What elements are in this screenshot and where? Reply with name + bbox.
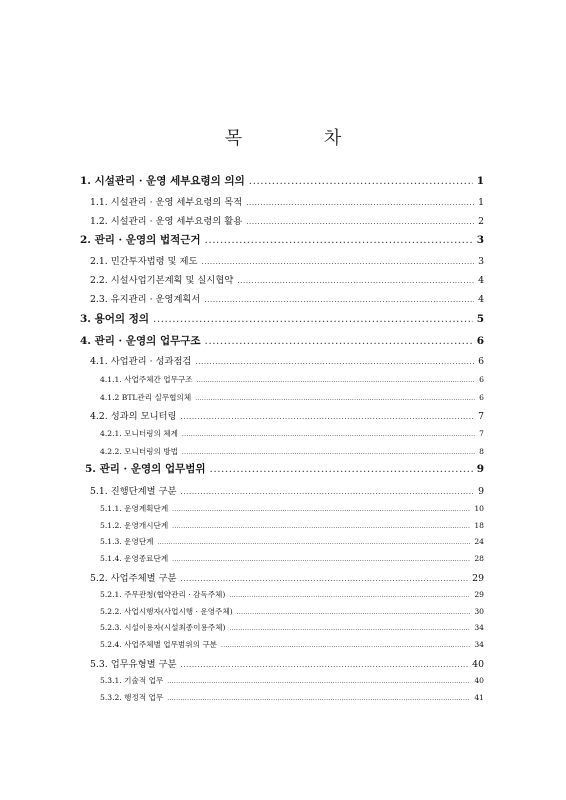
toc-entry-page: 4	[478, 275, 484, 286]
toc-entry-label: 5.3.1. 기술적 업무	[100, 676, 164, 685]
toc-entry-page: 29	[474, 590, 484, 599]
toc-entry-page: 28	[474, 554, 484, 563]
toc-entry[interactable]	[90, 570, 484, 584]
toc-entry-label: 4.1. 사업관리 · 성과점검	[90, 356, 192, 367]
dot-leader	[221, 642, 470, 649]
toc-entry-page: 6	[476, 335, 484, 347]
dot-leader	[172, 506, 470, 513]
dot-leader	[195, 358, 474, 366]
toc-entry[interactable]	[100, 606, 484, 617]
toc-entry-label: 4.2.1. 모니터링의 체계	[100, 429, 178, 438]
toc-entry-page: 30	[474, 607, 484, 616]
toc-entry-page: 7	[478, 411, 484, 422]
toc-entry-label: 5. 관리 · 운영의 업무범위	[85, 463, 206, 475]
toc-entry-page: 1	[476, 175, 484, 187]
toc-entry-label: 1.1. 시설관리 · 운영 세부요령의 목적	[90, 197, 243, 208]
dot-leader	[181, 488, 475, 496]
toc-entry-page: 3	[478, 256, 484, 267]
toc-entry-page: 40	[472, 659, 484, 670]
toc-entry-label: 1.2. 시설관리 · 운영 세부요령의 활용	[90, 216, 243, 227]
toc-entry-label: 5.1.2. 운영개시단계	[100, 521, 169, 530]
dot-leader	[153, 313, 473, 325]
dot-leader	[172, 556, 470, 563]
toc-entry-label: 5.2.3. 시설이용자(시설최종이용주체)	[100, 623, 226, 632]
toc-entry-page: 3	[476, 234, 484, 246]
dot-leader	[205, 335, 473, 347]
toc-entry-page: 41	[474, 693, 484, 702]
page-title: 목 차	[224, 128, 380, 149]
dot-leader	[210, 463, 473, 475]
toc-entry[interactable]	[90, 213, 484, 227]
dot-leader	[249, 175, 473, 187]
toc-entry-label: 4. 관리 · 운영의 업무구조	[80, 335, 201, 347]
toc-entry-page: 34	[474, 623, 484, 632]
toc-entry-label: 5.1.1. 운영계획단계	[100, 504, 169, 513]
toc-entry-page: 4	[478, 294, 484, 305]
toc-entry-label: 5.3.2. 행정적 업무	[100, 693, 164, 702]
toc-entry[interactable]	[100, 536, 484, 547]
dot-leader	[204, 296, 474, 304]
toc-entry-page: 34	[474, 640, 484, 649]
toc-entry[interactable]	[80, 173, 484, 188]
toc-entry[interactable]	[100, 520, 484, 531]
toc-entry[interactable]	[100, 639, 484, 650]
toc-entry-page: 40	[474, 676, 484, 685]
toc-entry[interactable]	[85, 461, 484, 476]
toc-entry-page: 24	[474, 537, 484, 546]
toc-entry[interactable]	[80, 311, 484, 326]
toc-entry-page: 6	[478, 356, 484, 367]
toc-entry-page: 1	[478, 197, 484, 208]
dot-leader	[229, 592, 470, 599]
toc-entry-page: 9	[478, 486, 484, 497]
dot-leader	[201, 258, 474, 266]
toc-entry-page: 18	[474, 521, 484, 530]
toc-entry-label: 5.2.4. 사업주체별 업무범위의 구분	[100, 640, 218, 649]
toc-entry-page: 6	[479, 393, 484, 402]
toc-entry[interactable]	[90, 272, 484, 286]
toc-entry-label: 5.3. 업무유형별 구분	[90, 659, 177, 670]
toc-entry-page: 7	[479, 429, 484, 438]
dot-leader	[167, 678, 470, 685]
dot-leader	[167, 695, 470, 702]
toc-entry-page: 2	[478, 216, 484, 227]
toc-entry-label: 5.1.4. 운영종료단계	[100, 554, 169, 563]
dot-leader	[205, 234, 473, 246]
toc-entry-label: 5.1.3. 운영단계	[100, 537, 154, 546]
dot-leader	[158, 539, 471, 546]
toc-entry-label: 5.2. 사업주체별 구분	[90, 573, 177, 584]
toc-entry[interactable]	[100, 692, 484, 703]
toc-entry[interactable]	[100, 622, 484, 633]
toc-entry[interactable]	[90, 253, 484, 267]
toc-entry-page: 29	[472, 573, 484, 584]
toc-entry-label: 3. 용어의 정의	[80, 313, 149, 325]
toc-entry[interactable]	[90, 194, 484, 208]
dot-leader	[246, 218, 474, 226]
toc-entry[interactable]	[100, 503, 484, 514]
dot-leader	[181, 413, 475, 421]
toc-entry-label: 5.2.1. 주무관청(협약관리 · 감독주체)	[100, 590, 226, 599]
dot-leader	[182, 431, 475, 438]
toc-entry[interactable]	[100, 589, 484, 600]
dot-leader	[237, 277, 474, 285]
toc-entry-label: 2. 관리 · 운영의 법적근거	[80, 234, 201, 246]
toc-entry[interactable]	[80, 333, 484, 348]
toc-entry[interactable]	[90, 353, 484, 367]
toc-entry-label: 2.2. 시설사업기본계획 및 실시협약	[90, 275, 234, 286]
toc-entry-label: 5.2.2. 사업시행자(사업시행 · 운영주체)	[100, 607, 233, 616]
toc-entry-page: 6	[479, 375, 484, 384]
dot-leader	[182, 449, 475, 456]
dot-leader	[181, 661, 469, 669]
dot-leader	[197, 377, 476, 384]
toc-entry[interactable]	[90, 656, 484, 670]
dot-leader	[195, 395, 475, 402]
toc-entry-label: 1. 시설관리 · 운영 세부요령의 의의	[80, 175, 245, 187]
toc-entry-label: 2.3. 유지관리 · 운영계획서	[90, 294, 201, 305]
dot-leader	[229, 625, 470, 632]
toc-entry[interactable]	[100, 446, 484, 457]
toc-entry-page: 9	[476, 463, 484, 475]
toc-entry[interactable]	[80, 232, 484, 247]
toc-entry[interactable]	[100, 392, 484, 403]
toc-entry[interactable]	[100, 675, 484, 686]
dot-leader	[246, 199, 474, 207]
toc-entry[interactable]	[100, 428, 484, 439]
toc-entry-label: 2.1. 민간투자법령 및 제도	[90, 256, 198, 267]
dot-leader	[237, 609, 471, 616]
toc-entry[interactable]	[100, 553, 484, 564]
toc-entry-label: 4.2. 성과의 모니터링	[90, 411, 177, 422]
toc-entry[interactable]	[100, 374, 484, 385]
toc-entry-label: 4.1.2 BTL관리 실무협의체	[100, 393, 192, 402]
dot-leader	[181, 575, 469, 583]
toc-entry-label: 4.2.2. 모니터링의 방법	[100, 447, 178, 456]
toc-entry-page: 10	[474, 504, 484, 513]
toc-entry-page: 5	[476, 313, 484, 325]
toc-entry-page: 8	[479, 447, 484, 456]
dot-leader	[172, 523, 470, 530]
toc-entry-label: 4.1.1. 사업주체간 업무구조	[100, 375, 193, 384]
toc-entry[interactable]	[90, 483, 484, 497]
toc-entry[interactable]	[90, 291, 484, 305]
toc-entry[interactable]	[90, 408, 484, 422]
toc-entry-label: 5.1. 진행단계별 구분	[90, 486, 177, 497]
